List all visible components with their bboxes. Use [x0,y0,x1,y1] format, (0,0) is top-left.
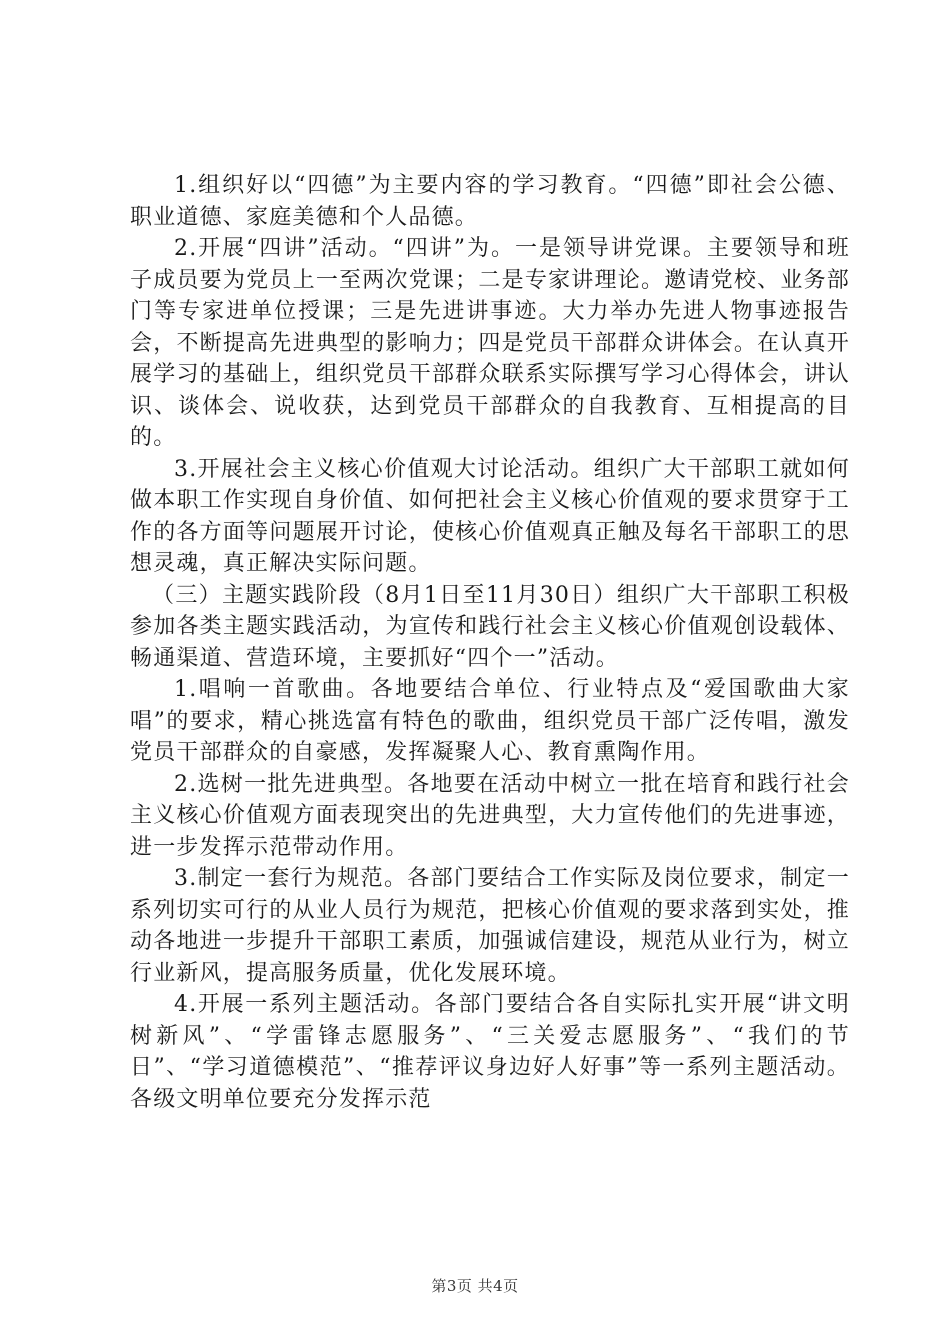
section-heading-paragraph: （三）主题实践阶段（8月1日至11月30日）组织广大干部职工积极参加各类主题实践活动，为宣传和践行社会主义核心价值观创设载体、畅通渠道、营造环境，主要抓好“四个一”活动。 [130,582,850,671]
paragraph-3: 3.开展社会主义核心价值观大讨论活动。组织广大干部职工就如何做本职工作实现自身价值、如何把社会主义核心价值观的要求贯穿于工作的各方面等问题展开讨论，使核心价值观真正触及每名干部职工的思想灵魂，真正解决实际问题。 [130,456,850,576]
document-body [130,170,850,1115]
page-footer: 第3页 共4页 [431,1277,519,1295]
paragraph-5: 1.唱响一首歌曲。各地要结合单位、行业特点及“爱国歌曲大家唱”的要求，精心挑选富有特色的歌曲，组织党员干部广泛传唱，激发党员干部群众的自豪感，发挥凝聚人心、教育熏陶作用。 [130,677,850,765]
paragraph-7: 3.制定一套行为规范。各部门要结合工作实际及岗位要求，制定一系列切实可行的从业人员行为规范，把核心价值观的要求落到实处，推动各地进一步提升干部职工素质，加强诚信建设，规范从业行为，树立行业新风，提高服务质量，优化发展环境。 [130,866,850,986]
paragraph-2: 2.开展“四讲”活动。“四讲”为。一是领导讲党课。主要领导和班子成员要为党员上一至两次党课；二是专家讲理论。邀请党校、业务部门等专家进单位授课；三是先进讲事迹。大力举办先进人物事迹报告会，不断提高先进典型的影响力；四是党员干部群众讲体会。在认真开展学习的基础上，组织党员干部群众联系实际撰写学习心得体会，讲认识、谈体会、说收获，达到党员干部群众的自我教育、互相提高的目的。 [130,236,850,450]
paragraph-6: 2.选树一批先进典型。各地要在活动中树立一批在培育和践行社会主义核心价值观方面表现突出的先进典型，大力宣传他们的先进事迹，进一步发挥示范带动作用。 [130,771,850,860]
paragraph-1: 1.组织好以“四德”为主要内容的学习教育。“四德”即社会公德、职业道德、家庭美德和个人品德。 [130,173,850,230]
paragraph-8: 4.开展一系列主题活动。各部门要结合各自实际扎实开展“讲文明树新风”、“学雷锋志愿服务”、“三关爱志愿服务”、“我们的节日”、“学习道德模范”、“推荐评议身边好人好事”等一系列主题活动。各级文明单位要充分发挥示范 [130,992,850,1112]
